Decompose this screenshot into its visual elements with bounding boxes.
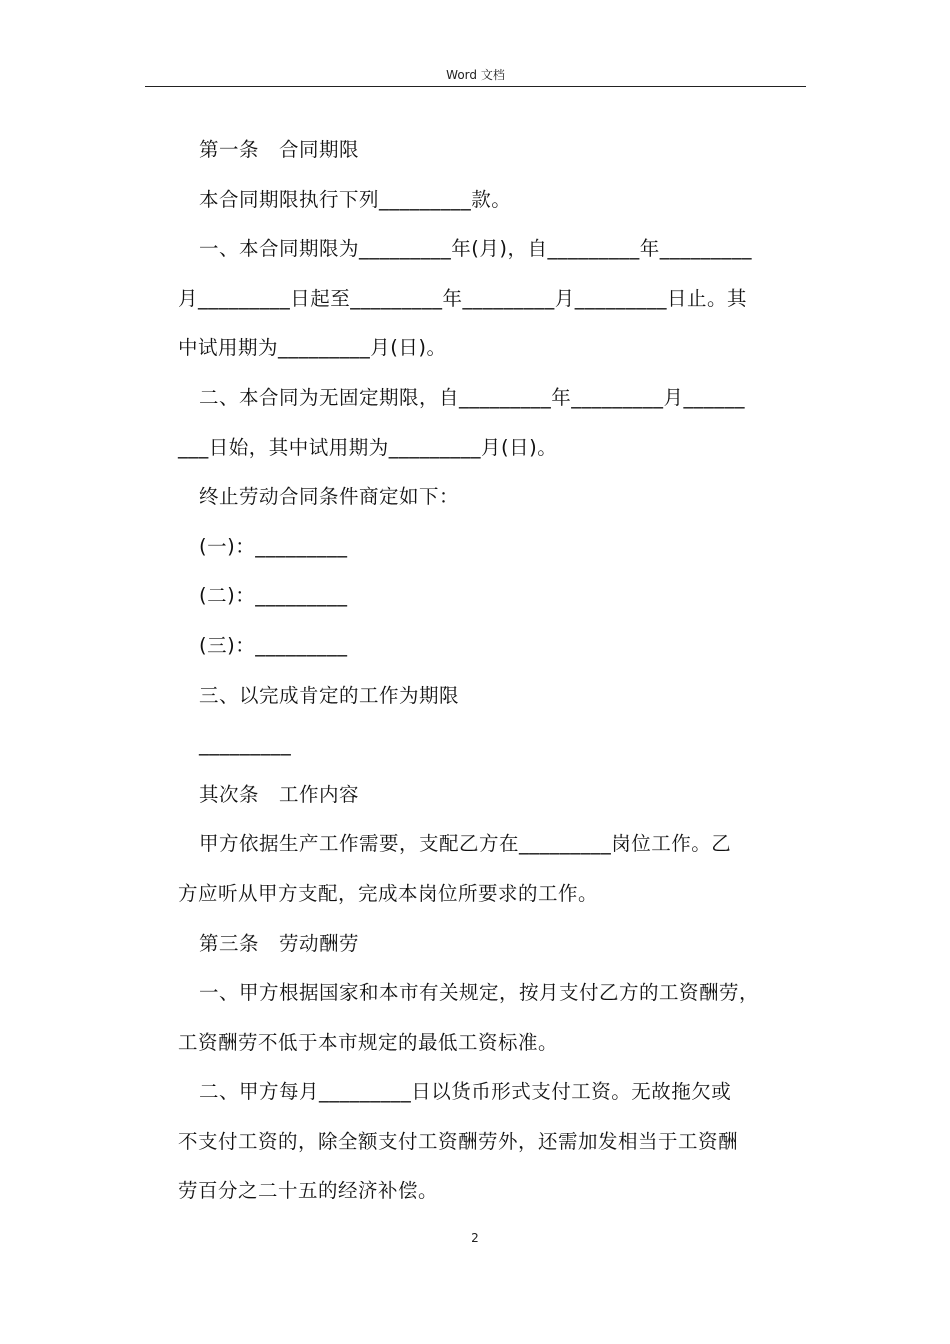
paragraph-line: 二、本合同为无固定期限，自_________年_________月______ (199, 385, 746, 409)
paragraph-line: 终止劳动合同条件商定如下： (199, 485, 460, 509)
list-item: (一)：_________ (199, 534, 348, 558)
blank-field-line: _________ (199, 733, 292, 757)
paragraph-line: 不支付工资的，除全额支付工资酬劳外，还需加发相当于工资酬 (178, 1129, 739, 1153)
paragraph-line: 一、甲方根据国家和本市有关规定，按月支付乙方的工资酬劳， (199, 981, 760, 1005)
paragraph-line: 方应听从甲方支配，完成本岗位所要求的工作。 (178, 881, 599, 905)
paragraph-line: 工资酬劳不低于本市规定的最低工资标准。 (178, 1030, 559, 1054)
paragraph-line: 本合同期限执行下列_________款。 (199, 187, 512, 211)
section-heading-pay: 第三条 劳动酬劳 (199, 931, 360, 955)
paragraph-line: 中试用期为_________月(日)。 (178, 336, 447, 360)
page-number: 2 (471, 1231, 479, 1245)
page-header: Word 文档 (446, 68, 505, 82)
header-divider (145, 86, 806, 87)
paragraph-line: 二、甲方每月_________日以货币形式支付工资。无故拖欠或 (199, 1080, 732, 1104)
paragraph-line: 月_________日起至_________年_________月_________日止。其 (178, 286, 748, 310)
section-heading-work: 其次条 工作内容 (199, 782, 360, 806)
list-item: (二)：_________ (199, 584, 348, 608)
document-body (178, 125, 806, 1216)
paragraph-line: 三、以完成肯定的工作为期限 (199, 683, 460, 707)
paragraph-line: 劳百分之二十五的经济补偿。 (178, 1179, 439, 1203)
list-item: (三)：_________ (199, 633, 348, 657)
section-heading-term: 第一条 合同期限 (199, 138, 360, 161)
paragraph-line: 甲方依据生产工作需要，支配乙方在_________岗位工作。乙 (199, 832, 732, 856)
paragraph-line: 一、本合同期限为_________年(月)，自_________年_________ (199, 237, 752, 261)
paragraph-line: ___日始，其中试用期为_________月(日)。 (178, 435, 558, 459)
